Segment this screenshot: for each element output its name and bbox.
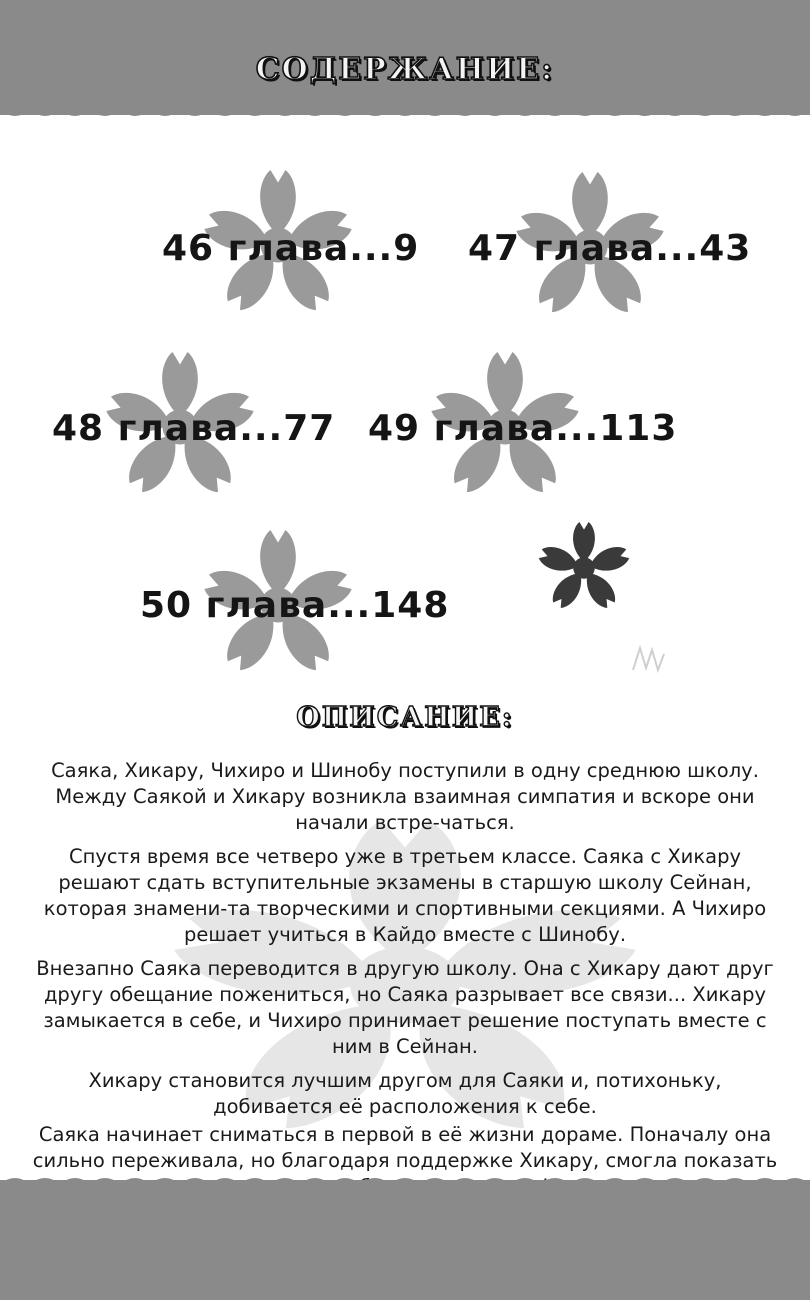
- toc-entry-48[interactable]: [52, 408, 335, 449]
- toc-separator: ...: [349, 228, 394, 269]
- toc-chapter: 47 глава: [468, 228, 656, 269]
- toc-chapter: 49 глава: [368, 408, 556, 449]
- toc-chapter: 46 глава: [162, 228, 350, 269]
- toc-page: 9: [393, 228, 420, 269]
- contents-title: СОДЕРЖАНИЕ:: [255, 52, 555, 87]
- toc-page: 43: [699, 228, 752, 269]
- toc-chapter: 50 глава: [140, 585, 328, 626]
- description-paragraph: Спустя время все четверо уже в третьем классе. Саяка с Хикару решают сдать вступительные экзамены в старшую школу Сейнан, которая знамени-та творческими и спортивными секциями. А Чихиро решает учиться в Кайдо вместе с Шинобу.: [43, 845, 767, 946]
- toc-entry-50[interactable]: [140, 585, 449, 626]
- footer-band: [0, 1180, 810, 1300]
- description-paragraph: Внезапно Саяка переводится в другую школу. Она с Хикару дают друг другу обещание пожениться, но Саяка разрывает все связи... Хикару замыкается в себе, и Чихиро принимает решение поступать вместе с ним в Сейнан.: [36, 957, 774, 1058]
- header-wave-edge: [0, 100, 810, 124]
- description-title: ОПИСАНИЕ:: [296, 702, 514, 733]
- toc-page: 113: [599, 408, 678, 449]
- toc-separator: ...: [239, 408, 284, 449]
- toc-separator: ...: [555, 408, 600, 449]
- toc-entry-46[interactable]: [162, 228, 419, 269]
- toc-separator: ...: [327, 585, 372, 626]
- toc-entry-47[interactable]: [468, 228, 751, 269]
- flower-decoration-dark: [538, 522, 630, 614]
- description-paragraph: Хикару становится лучшим другом для Саяки и, потихоньку, добивается её расположения к себе.: [88, 1069, 722, 1118]
- footer-wave-edge: [0, 1172, 810, 1196]
- sketch-mark: [628, 640, 668, 680]
- toc-page: 148: [371, 585, 450, 626]
- description-paragraph: Саяка начинает сниматься в первой в её жизни дораме. Поначалу она сильно переживала, но благодаря поддержке Хикару, смогла показать: [32, 1123, 778, 1172]
- toc-entry-49[interactable]: [368, 408, 677, 449]
- toc-separator: ...: [655, 228, 700, 269]
- toc-page: 77: [283, 408, 336, 449]
- description-paragraph: Саяка, Хикару, Чихиро и Шинобу поступили в одну среднюю школу. Между Саякой и Хикару возникла взаимная симпатия и вскоре они начали встре-чаться.: [51, 759, 759, 834]
- toc-chapter: 48 глава: [52, 408, 240, 449]
- description-text: [30, 758, 780, 1208]
